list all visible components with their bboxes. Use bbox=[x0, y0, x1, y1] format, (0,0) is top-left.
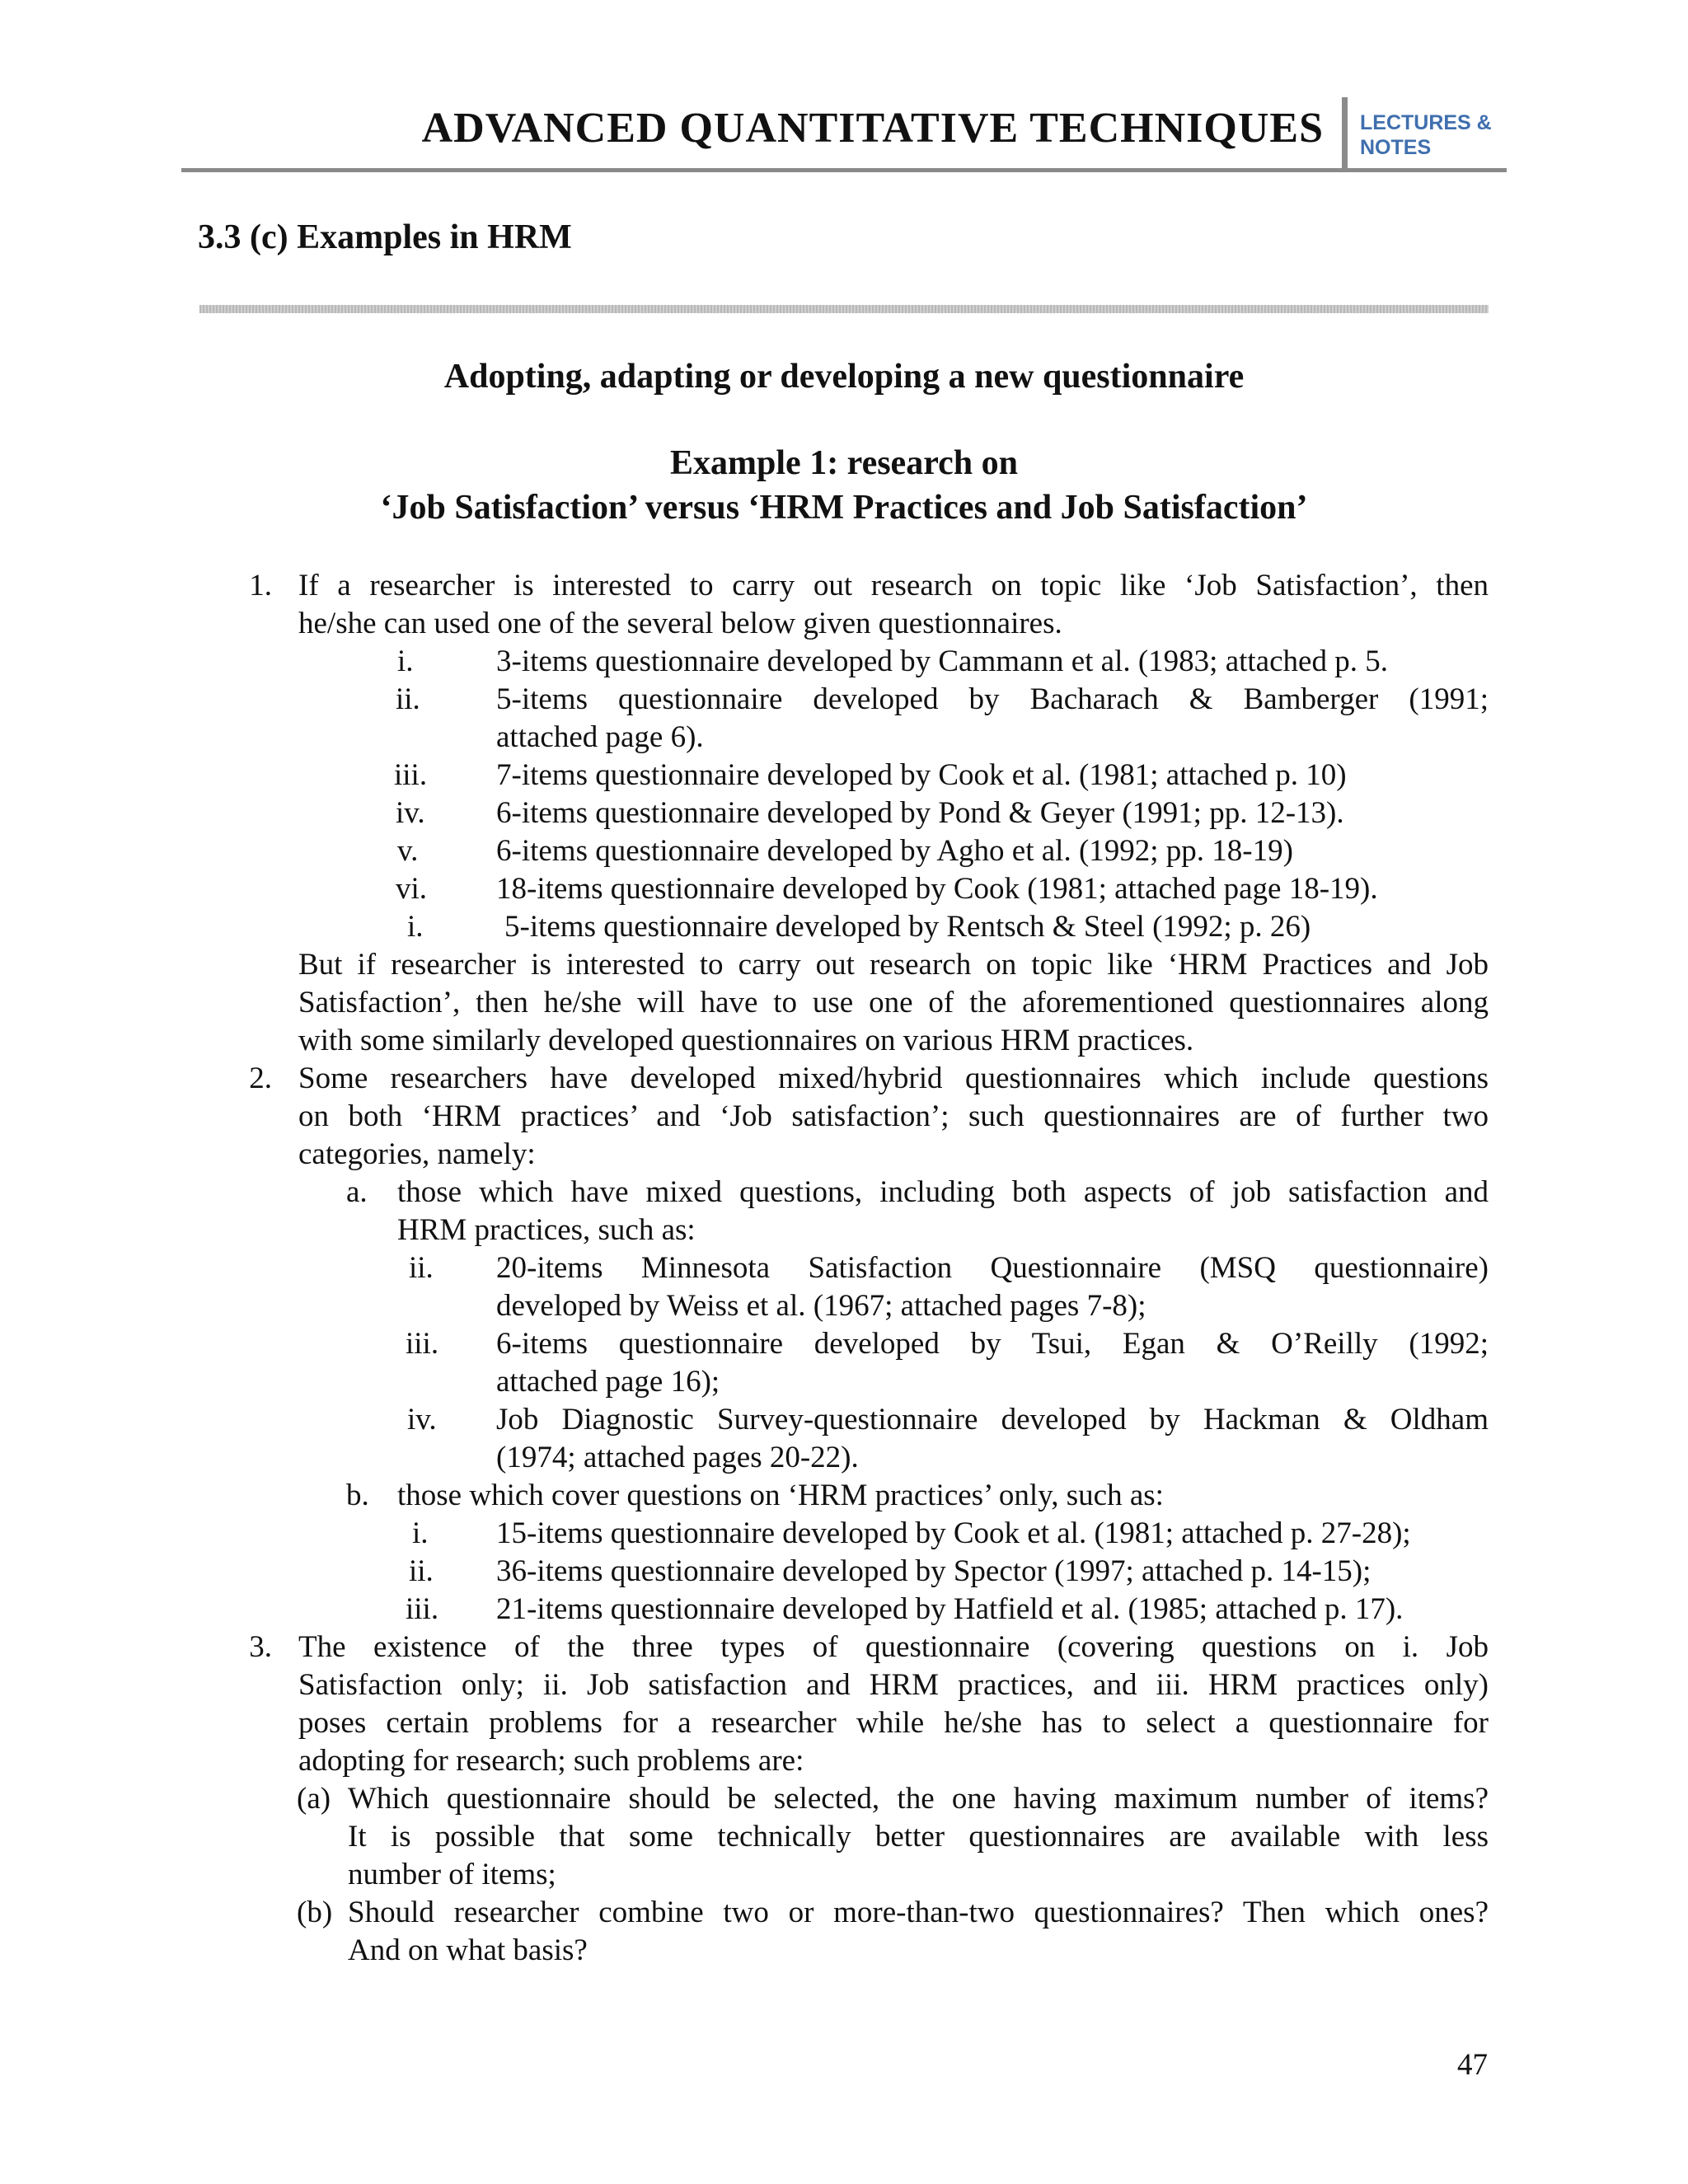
header-subtitle-line2: NOTES bbox=[1360, 136, 1432, 159]
paragraph-line: Satisfaction’, then he/she will have to use one of the aforementioned questionnaires along bbox=[298, 986, 1489, 1019]
list-number: 1. bbox=[249, 569, 272, 602]
main-title: Adopting, adapting or developing a new questionnaire bbox=[443, 358, 1245, 396]
paragraph-line: categories, namely: bbox=[298, 1137, 536, 1171]
list-number: iv. bbox=[407, 1403, 437, 1436]
paragraph-line: adopting for research; such problems are: bbox=[298, 1744, 804, 1778]
list-number: ii. bbox=[396, 682, 420, 716]
paragraph-line: those which have mixed questions, including both aspects of job satisfaction and bbox=[397, 1175, 1489, 1209]
header-title: ADVANCED QUANTITATIVE TECHNIQUES bbox=[421, 105, 1324, 152]
page-number: 47 bbox=[1457, 2048, 1488, 2082]
list-number: i. bbox=[407, 910, 424, 944]
list-item: 3-items questionnaire developed by Cammann et al. (1983; attached p. 5. bbox=[496, 644, 1388, 678]
list-item: 5-items questionnaire developed by Bacharach & Bamberger (1991; bbox=[496, 682, 1489, 716]
list-item: 36-items questionnaire developed by Spector (1997; attached p. 14-15); bbox=[496, 1554, 1372, 1588]
list-item: Job Diagnostic Survey-questionnaire developed by Hackman & Oldham bbox=[496, 1403, 1489, 1436]
paragraph-line: those which cover questions on ‘HRM practices’ only, such as: bbox=[397, 1479, 1164, 1512]
paragraph-line: Which questionnaire should be selected, the one having maximum number of items? bbox=[348, 1782, 1489, 1816]
list-number: 3. bbox=[249, 1630, 272, 1664]
paragraph-line: HRM practices, such as: bbox=[397, 1213, 696, 1247]
list-number: iii. bbox=[406, 1592, 439, 1626]
paragraph-line: Should researcher combine two or more-than-two questionnaires? Then which ones? bbox=[348, 1896, 1489, 1929]
list-number: vi. bbox=[396, 872, 428, 906]
paragraph-line: on both ‘HRM practices’ and ‘Job satisfaction’; such questionnaires are of further two bbox=[298, 1099, 1489, 1133]
list-number: i. bbox=[412, 1516, 429, 1550]
list-number: i. bbox=[397, 644, 414, 678]
running-header bbox=[181, 91, 1507, 171]
paragraph-line: And on what basis? bbox=[348, 1933, 588, 1967]
list-letter: (a) bbox=[297, 1782, 331, 1816]
list-number: 2. bbox=[249, 1062, 272, 1095]
list-number: iv. bbox=[396, 796, 425, 830]
list-item: 15-items questionnaire developed by Cook et al. (1981; attached p. 27-28); bbox=[496, 1516, 1411, 1550]
list-number: ii. bbox=[409, 1251, 434, 1285]
header-rule bbox=[181, 168, 1507, 172]
paragraph-line: he/she can used one of the several below given questionnaires. bbox=[298, 607, 1062, 640]
list-letter: b. bbox=[346, 1479, 369, 1512]
list-item: 6-items questionnaire developed by Pond & Geyer (1991; pp. 12-13). bbox=[496, 796, 1344, 830]
list-item: developed by Weiss et al. (1967; attached pages 7-8); bbox=[496, 1289, 1146, 1323]
list-number: ii. bbox=[409, 1554, 434, 1588]
list-number: iii. bbox=[394, 758, 428, 792]
list-letter: a. bbox=[346, 1175, 368, 1209]
header-subtitle bbox=[1360, 110, 1492, 160]
paragraph-line: Some researchers have developed mixed/hybrid questionnaires which include questions bbox=[298, 1062, 1489, 1095]
header-subtitle-line1: LECTURES & bbox=[1360, 111, 1492, 134]
list-number: iii. bbox=[406, 1327, 439, 1361]
list-item: 6-items questionnaire developed by Tsui, Egan & O’Reilly (1992; bbox=[496, 1327, 1489, 1361]
paragraph-line: number of items; bbox=[348, 1858, 556, 1891]
list-number: v. bbox=[397, 834, 419, 868]
list-item: (1974; attached pages 20-22). bbox=[496, 1441, 859, 1474]
list-item: 20-items Minnesota Satisfaction Questionnaire (MSQ questionnaire) bbox=[496, 1251, 1489, 1285]
example-title-line1: Example 1: research on bbox=[670, 444, 1018, 482]
section-divider bbox=[199, 305, 1489, 313]
paragraph-line: The existence of the three types of questionnaire (covering questions on i. Job bbox=[298, 1630, 1489, 1664]
paragraph-line: Satisfaction only; ii. Job satisfaction and HRM practices, and iii. HRM practices only) bbox=[298, 1668, 1489, 1702]
paragraph-line: poses certain problems for a researcher while he/she has to select a questionnaire for bbox=[298, 1706, 1489, 1740]
paragraph-line: with some similarly developed questionnaires on various HRM practices. bbox=[298, 1024, 1194, 1057]
list-item: 21-items questionnaire developed by Hatfield et al. (1985; attached p. 17). bbox=[496, 1592, 1404, 1626]
list-item: attached page 16); bbox=[496, 1365, 720, 1399]
list-item: 6-items questionnaire developed by Agho et al. (1992; pp. 18-19) bbox=[496, 834, 1293, 868]
header-divider bbox=[1342, 97, 1348, 170]
list-item: 18-items questionnaire developed by Cook (1981; attached page 18-19). bbox=[496, 872, 1378, 906]
paragraph-line: If a researcher is interested to carry out research on topic like ‘Job Satisfaction’, then bbox=[298, 569, 1489, 602]
list-item: 7-items questionnaire developed by Cook et al. (1981; attached p. 10) bbox=[496, 758, 1347, 792]
list-letter: (b) bbox=[297, 1896, 333, 1929]
example-title-line2: ‘Job Satisfaction’ versus ‘HRM Practices and Job Satisfaction’ bbox=[380, 489, 1308, 527]
section-heading: 3.3 (c) Examples in HRM bbox=[198, 218, 572, 256]
paragraph-line: It is possible that some technically better questionnaires are available with less bbox=[348, 1820, 1489, 1854]
list-item: 5-items questionnaire developed by Rentsch & Steel (1992; p. 26) bbox=[504, 910, 1311, 944]
list-item: attached page 6). bbox=[496, 720, 704, 754]
paragraph-line: But if researcher is interested to carry out research on topic like ‘HRM Practices and Job bbox=[298, 948, 1489, 982]
